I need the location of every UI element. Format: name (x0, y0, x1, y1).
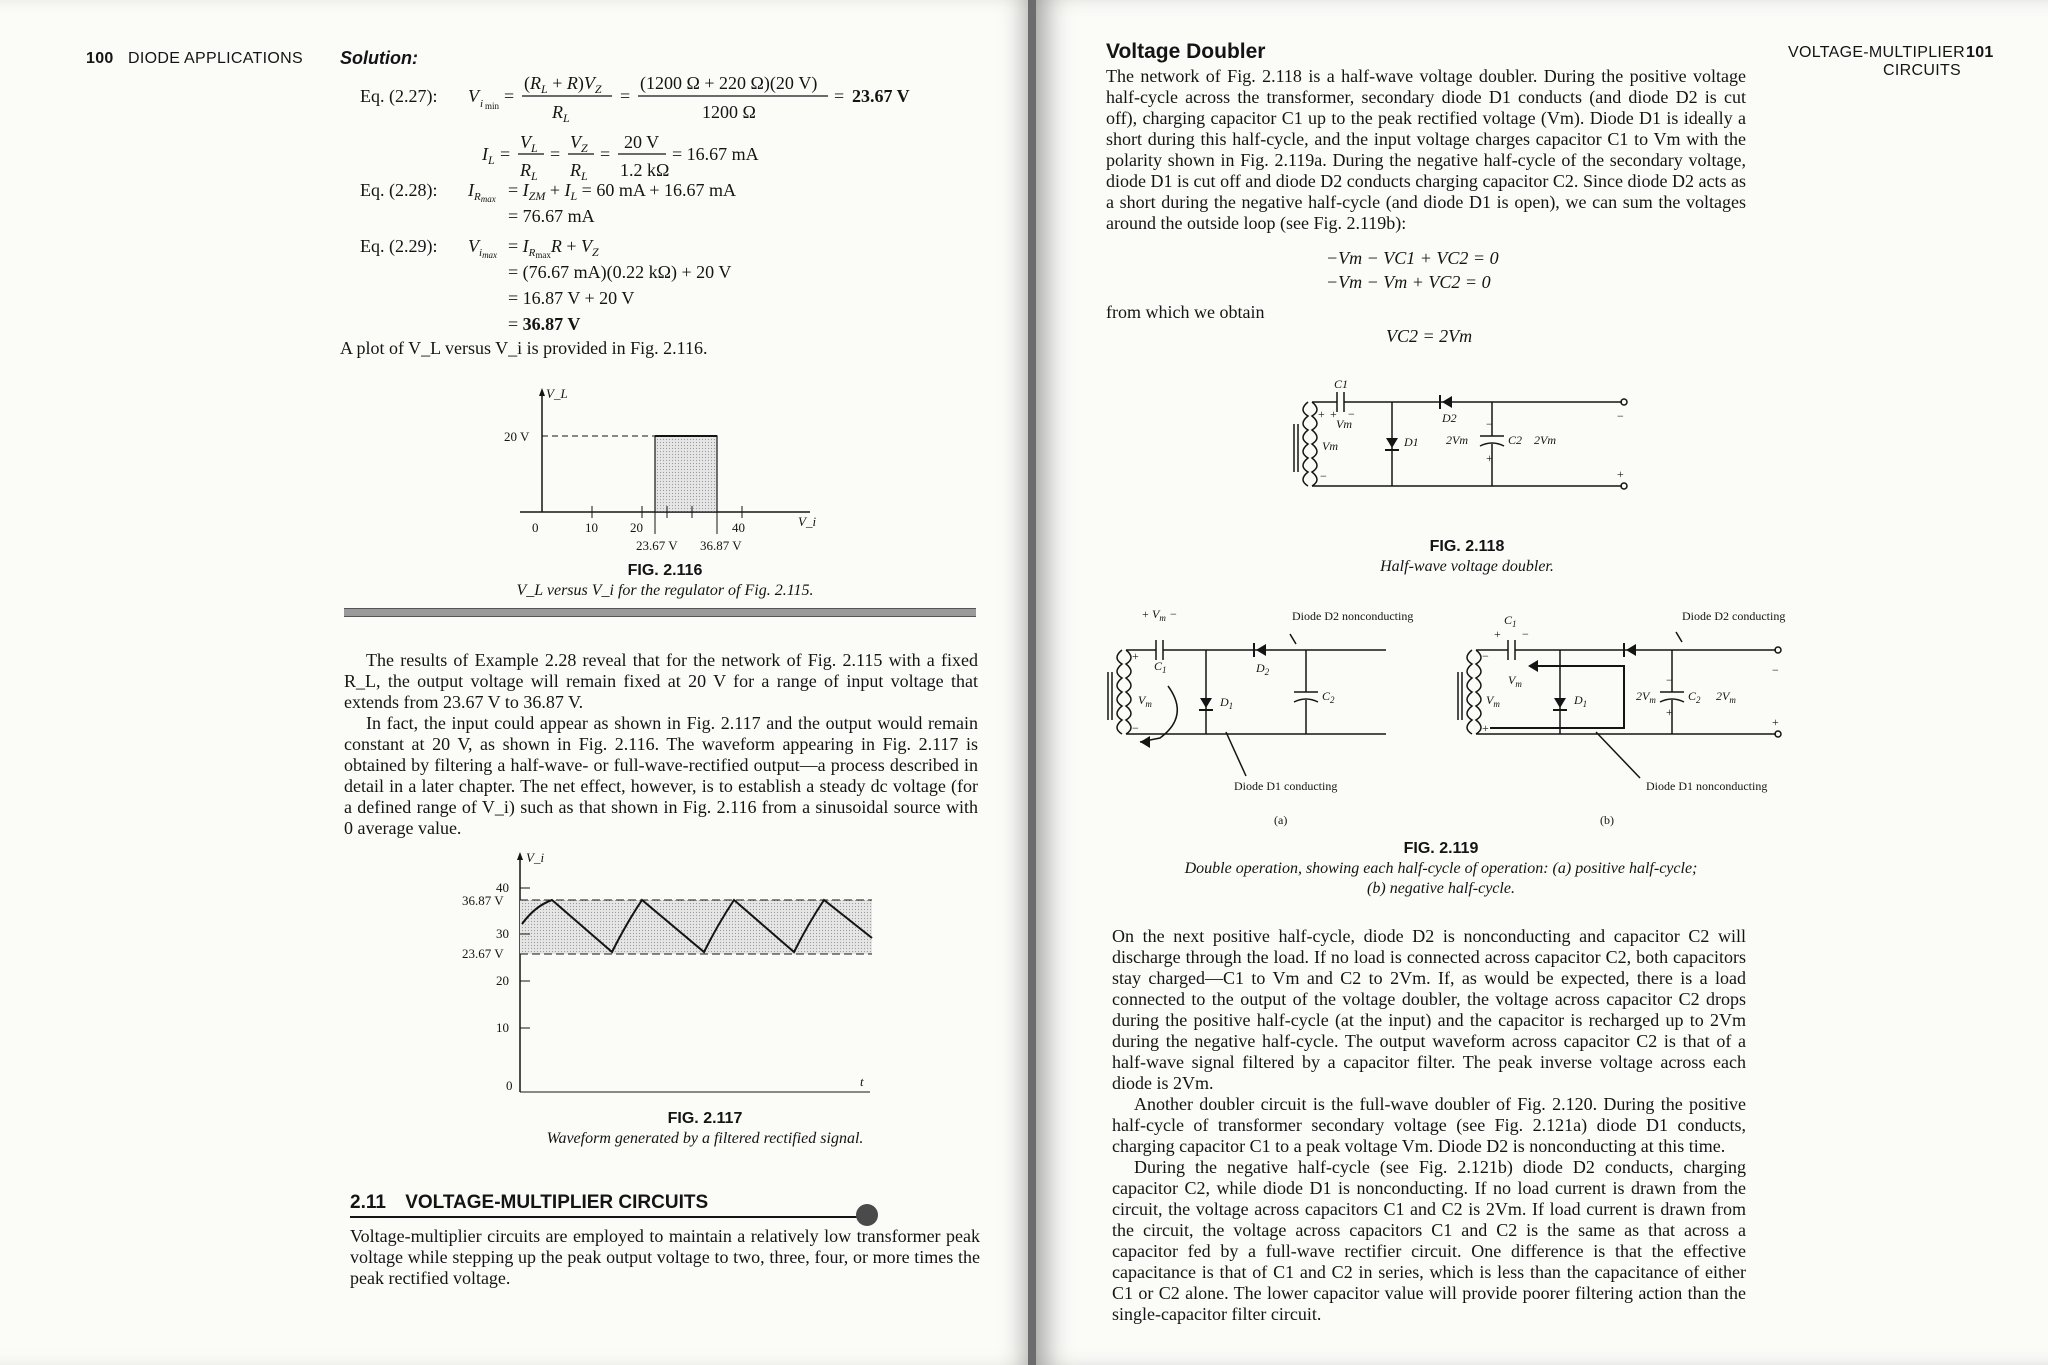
fig-117-plot (440, 848, 880, 1098)
svg-text:C2: $C_2$ (1322, 689, 1335, 705)
svg-text:= 16.87 V + 20 V: = 16.87 V + 20 V (508, 288, 635, 308)
svg-text:=: = (620, 86, 631, 106)
fig116-origin: 0 (532, 520, 539, 535)
diode-d2-icon (1442, 396, 1452, 408)
svg-text:=: = (504, 86, 515, 106)
fig-116-plot (500, 384, 830, 554)
svg-text:−: − (1482, 649, 1489, 663)
svg-text:+: + (1330, 407, 1337, 421)
svg-text:D1: $D_1$ (1220, 695, 1234, 711)
svg-text:= IRmaxR + VZ: = $I_R\max R + V_Z$ (508, 236, 599, 260)
fig119a-tag: (a) (1274, 813, 1288, 827)
svg-text:i: i (480, 98, 484, 110)
fig116-xtick-40: 40 (732, 520, 745, 535)
svg-text:Vm: $V_m$ (1138, 693, 1152, 709)
fig119b-d2-note: Diode D2 conducting (1682, 609, 1786, 623)
svg-text:Vm: $V_m$ (1152, 607, 1166, 623)
fig119a-d1-note: Diode D1 conducting (1234, 779, 1338, 793)
fig119b-d1-note: Diode D1 nonconducting (1646, 779, 1768, 793)
fig119-caption-2: (b) negative half-cycle. (1367, 880, 1515, 897)
fig116-xtick-20: 20 (630, 520, 643, 535)
fig116-ytick: 20 V (504, 429, 530, 444)
svg-text:−: − (1486, 417, 1493, 431)
svg-text:−: − (1666, 673, 1673, 687)
fig117-ylabel: V_i (526, 850, 545, 865)
svg-text:C1: $C_1$ (1504, 613, 1517, 629)
svg-text:RL: $R_L$ (552, 102, 570, 125)
svg-text:VL: $V_L$ (520, 132, 538, 155)
fig117-caption: Waveform generated by a filtered rectified signal. (546, 1130, 864, 1147)
svg-text:+: + (1486, 451, 1493, 465)
svg-text:2Vm: $2V_m$ (1636, 689, 1656, 705)
eq-label-229: Eq. (2.29): (360, 236, 438, 256)
fig118-caption: Half-wave voltage doubler. (1380, 558, 1554, 575)
transformer-primary (1303, 402, 1308, 486)
loop-eq-1: −Vm − VC1 + VC2 = 0 (1326, 248, 1499, 268)
svg-text:min: min (485, 101, 500, 111)
svg-text:1.2 kΩ: 1.2 kΩ (620, 160, 670, 180)
page-number-left: 100 (86, 50, 114, 67)
svg-text:20 V: 20 V (624, 132, 660, 152)
right-paragraph-4: During the negative half-cycle (see Fig. 2.121b) diode D2 conducts, charging capacitor C2, while diode D1 is nonconducting. If no load current is drawn from the circuit, the voltage across capacitors C1 and C2 is 2Vm. If load current is drawn from the circuit, the voltage across capacitors C1 and C2 is the same as that across a capacitor fed by a full-wave rectifier circuit. One difference is that the effective capacitance is that of C1 and C2 in series, which is less than the capacitance of either C1 or C2 alone. The lower capacitor value will provide poorer filtering action than the single-capacitor filter circuit. (1112, 1157, 1746, 1324)
fig-118-circuit (1282, 380, 1652, 530)
section-rule (350, 1216, 870, 1218)
fig117-ytick-10: 10 (496, 1020, 509, 1035)
svg-text:+: + (1482, 721, 1489, 735)
running-head-right: VOLTAGE-MULTIPLIER CIRCUITS (1788, 44, 1965, 79)
svg-text:RL: $R_L$ (570, 160, 588, 183)
svg-text:2Vm: $2V_m$ (1716, 689, 1736, 705)
diode-d1-icon (1386, 438, 1398, 448)
fig118-2vm-right: 2Vm (1534, 433, 1556, 447)
fig117-origin: 0 (506, 1078, 513, 1093)
running-head-left: DIODE APPLICATIONS (128, 50, 303, 67)
right-paragraph-1-block (1106, 66, 1746, 234)
fig118-title: FIG. 2.118 (1429, 538, 1505, 555)
svg-text:= (76.67 mA)(0.22 kΩ) + 20 V: = (76.67 mA)(0.22 kΩ) + 20 V (508, 262, 732, 282)
left-paragraphs (344, 650, 978, 839)
svg-text:Vm: $V_m$ (1486, 693, 1500, 709)
svg-text:=: = (500, 144, 511, 164)
svg-text:+: + (1772, 715, 1779, 729)
fig116-xlabel: V_i (798, 514, 817, 529)
page-number-right: 101 (1966, 44, 1994, 61)
fig-119b-circuit (1446, 604, 1816, 834)
svg-text:D1: $D_1$ (1574, 693, 1588, 709)
voltage-doubler-heading: Voltage Doubler (1106, 40, 1266, 63)
left-paragraph-2: In fact, the input could appear as shown in Fig. 2.117 and the output would remain constant at 20 V, as shown in Fig. 2.116. The waveform appearing in Fig. 2.117 is obtained by filtering a half-wave- or full-wave-rectified output—a process described in detail in a later chapter. The net effect, however, is to establish a steady dc voltage (for a defined range of V_i) such as that shown in Fig. 2.116 from a sinusoidal source with 0 average value. (344, 713, 978, 838)
svg-text:=: = (834, 86, 845, 106)
section-number: 2.11 (350, 1192, 386, 1213)
svg-text:= IZM + IL = 60 mA + 16.67 mA: = $I_{ZM} + I_L = 60$ mA + 16.67 mA (508, 180, 736, 203)
divider-bar (344, 608, 976, 617)
svg-text:−: − (1617, 409, 1624, 423)
fig116-xtick-10: 10 (585, 520, 598, 535)
svg-text:IRmax: $I_R\max$ (468, 180, 496, 204)
svg-text:+: + (1617, 467, 1624, 481)
svg-text:1200 Ω: 1200 Ω (702, 102, 756, 122)
svg-text:23.67 V: 23.67 V (852, 86, 910, 106)
fig119-title: FIG. 2.119 (1403, 840, 1479, 857)
svg-text:Vm: $V_m$ (1508, 673, 1522, 689)
fig118-2vm-left: 2Vm (1446, 433, 1468, 447)
fig116-title: FIG. 2.116 (627, 562, 703, 579)
fig118-vm-cap: Vm (1336, 417, 1352, 431)
section-bullet (856, 1204, 878, 1226)
eq-label-227: Eq. (2.27): (360, 86, 438, 106)
fig119a-d2-note: Diode D2 nonconducting (1292, 609, 1414, 623)
fig119b-tag: (b) (1600, 813, 1614, 827)
fig116-ylabel: V_L (546, 386, 568, 401)
right-paragraph-2: On the next positive half-cycle, diode D2 is nonconducting and capacitor C2 will discharge through the load. If no load is connected across capacitor C2, both capacitors stay charged—C1 to Vm and C2 to 2Vm. If, as would be expected, there is a load connected to the output of the voltage doubler, the voltage across capacitor C2 drops during the positive half-cycle (at the input) and the capacitor is recharged up to 2Vm during the negative half-cycle. The output waveform across capacitor C2 is that of a half-wave signal filtered by a capacitor filter. The peak inverse voltage across each diode is 2Vm. (1112, 926, 1746, 1093)
fig117-title: FIG. 2.117 (667, 1110, 743, 1127)
fig116-marker-2367: 23.67 V (636, 538, 678, 553)
svg-text:+: + (1494, 627, 1501, 641)
right-paragraph-3: Another doubler circuit is the full-wave doubler of Fig. 2.120. During the positive half-cycle of transformer secondary voltage (see Fig. 2.121a) diode D1 conducts, charging capacitor C1 to a peak voltage Vm. Diode D2 is nonconducting at this time. (1112, 1094, 1746, 1156)
svg-text:=: = (600, 144, 611, 164)
fig118-d2: D2 (1442, 411, 1457, 425)
svg-text:C1: $C_1$ (1154, 659, 1167, 675)
svg-text:−: − (1522, 627, 1529, 641)
fig118-c2: C2 (1508, 433, 1523, 447)
svg-text:−: − (1132, 721, 1139, 735)
fig116-marker-3687: 36.87 V (700, 538, 742, 553)
svg-text:D2: $D_2$ (1256, 661, 1270, 677)
right-paragraphs-lower (1112, 926, 1746, 1325)
transformer-secondary (1312, 402, 1317, 486)
plot-intro: A plot of V_L versus V_i is provided in Fig. 2.116. (340, 338, 708, 358)
fig118-d1: D1 (1404, 435, 1419, 449)
svg-text:IL: $I_L$ (482, 144, 495, 167)
svg-text:+: + (1666, 705, 1673, 719)
section-text: Voltage-multiplier circuits are employed to maintain a relatively low transformer peak voltage while stepping up the peak output voltage to two, three, four, or more times the peak rectified voltage. (350, 1226, 980, 1288)
fig-119a-circuit (1096, 604, 1426, 834)
svg-text:Vimax: $V_i\max$ (468, 236, 498, 260)
fig117-xlabel: t (860, 1074, 864, 1089)
svg-text:+: + (1318, 407, 1325, 421)
eq-label-228: Eq. (2.28): (360, 180, 438, 200)
fig117-ytick-2367: 23.67 V (462, 946, 504, 961)
svg-text:= 16.67 mA: = 16.67 mA (672, 144, 759, 164)
svg-text:VZ: $V_Z$ (570, 132, 588, 155)
from-which-text: from which we obtain (1106, 302, 1265, 322)
solution-equations (340, 66, 980, 336)
svg-text:= 36.87 V: = 36.87 V (508, 314, 581, 334)
solution-label: Solution: (340, 48, 418, 68)
svg-text:RL: $R_L$ (520, 160, 538, 183)
svg-text:(RL + R)VZ: $(R_L + R)V_Z$ (524, 73, 602, 96)
left-paragraph-1: The results of Example 2.28 reveal that for the network of Fig. 2.115 with a fixed R_L, the output voltage will remain fixed at 20 V for a range of input voltage that extends from 23.67 V to 36.87 V. (344, 650, 978, 712)
output-region (655, 436, 717, 512)
fig119-caption-1: Double operation, showing each half-cycle of operation: (a) positive half-cycle; (1184, 860, 1698, 877)
svg-text:(1200 Ω + 220 Ω)(20 V): (1200 Ω + 220 Ω)(20 V) (640, 73, 818, 93)
svg-text:=: = (550, 144, 561, 164)
fig118-vm-src: Vm (1322, 439, 1338, 453)
fig117-ytick-30: 30 (496, 926, 509, 941)
svg-text:−: − (1772, 663, 1779, 677)
svg-text:= 76.67 mA: = 76.67 mA (508, 206, 595, 226)
fig116-caption: V_L versus V_i for the regulator of Fig. 2.115. (516, 582, 814, 599)
fig117-ytick-40: 40 (496, 880, 509, 895)
svg-text:−: − (1320, 469, 1327, 483)
svg-text:V: V (468, 86, 479, 106)
loop-eq-2: −Vm − Vm + VC2 = 0 (1326, 272, 1491, 292)
svg-text:+: + (1132, 649, 1139, 663)
svg-text:+: + (1142, 607, 1149, 621)
section-heading (350, 1192, 708, 1214)
section-title: VOLTAGE-MULTIPLIER CIRCUITS (405, 1192, 709, 1213)
svg-text:C2: $C_2$ (1688, 689, 1701, 705)
svg-text:−: − (1348, 407, 1355, 421)
result-eq: VC2 = 2Vm (1386, 326, 1473, 346)
fig117-ytick-20: 20 (496, 973, 509, 988)
right-page (1036, 0, 2048, 1365)
fig118-c1: C1 (1334, 380, 1349, 391)
svg-text:−: − (1170, 607, 1177, 621)
fig117-ytick-3687: 36.87 V (462, 893, 504, 908)
right-paragraph-1: The network of Fig. 2.118 is a half-wave voltage doubler. During the positive voltage half-cycle across the transformer, secondary diode D1 conducts (and diode D2 is cut off), charging capacitor C1 up to the peak rectified voltage (Vm). Diode D1 is ideally a short during this half-cycle, and the input voltage charges capacitor C1 to Vm with the polarity shown in Fig. 2.119a. During the negative half-cycle of the secondary voltage, diode D1 is cut off and diode D2 conducts charging capacitor C2. Since diode D2 acts as a short during the negative half-cycle (and diode D1 is open), we can sum the voltages around the outside loop (see Fig. 2.119b): (1106, 66, 1746, 233)
